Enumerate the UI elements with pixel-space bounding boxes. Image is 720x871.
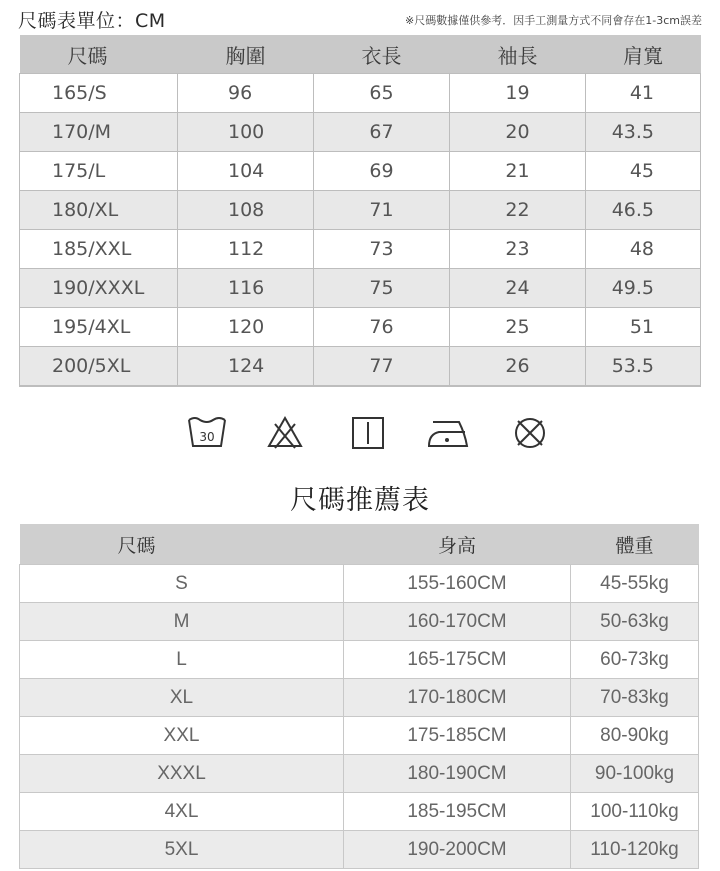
recommendation-title: 尺碼推薦表 xyxy=(290,485,430,516)
cell-shoulder: 53.5 xyxy=(586,347,701,387)
rec-cell-size: XXXL xyxy=(20,755,344,793)
rec-cell-height: 185-195CM xyxy=(344,793,571,831)
cell-length: 75 xyxy=(314,269,450,308)
rec-cell-height: 160-170CM xyxy=(344,603,571,641)
cell-length: 67 xyxy=(314,113,450,152)
cell-length: 76 xyxy=(314,308,450,347)
cell-chest: 124 xyxy=(178,347,314,387)
recommendation-row xyxy=(20,793,699,831)
size-chart-row xyxy=(20,152,701,191)
care-icons-row xyxy=(185,412,555,454)
cell-shoulder: 49.5 xyxy=(586,269,701,308)
cell-chest: 112 xyxy=(178,230,314,269)
rec-cell-weight: 60-73kg xyxy=(571,641,699,679)
size-recommendation-table xyxy=(19,524,699,869)
col-header-length: 衣長 xyxy=(314,35,450,74)
col-header-chest: 胸圍 xyxy=(178,35,314,74)
wash-30-icon xyxy=(185,412,229,452)
cell-shoulder: 46.5 xyxy=(586,191,701,230)
rec-cell-height: 180-190CM xyxy=(344,755,571,793)
recommendation-row xyxy=(20,603,699,641)
drip-dry-icon xyxy=(348,412,388,452)
cell-size: 165/S xyxy=(20,74,178,113)
rec-cell-weight: 70-83kg xyxy=(571,679,699,717)
rec-cell-weight: 90-100kg xyxy=(571,755,699,793)
cell-sleeve: 24 xyxy=(450,269,586,308)
cell-sleeve: 26 xyxy=(450,347,586,387)
cell-sleeve: 19 xyxy=(450,74,586,113)
col-header-sleeve: 袖長 xyxy=(450,35,586,74)
rec-cell-height: 165-175CM xyxy=(344,641,571,679)
cell-size: 200/5XL xyxy=(20,347,178,387)
cell-size: 195/4XL xyxy=(20,308,178,347)
no-bleach-icon xyxy=(265,412,305,452)
cell-shoulder: 48 xyxy=(586,230,701,269)
size-chart-header-row xyxy=(20,35,701,74)
rec-cell-size: 5XL xyxy=(20,831,344,869)
cell-shoulder: 41 xyxy=(586,74,701,113)
rec-col-header-weight: 體重 xyxy=(571,524,699,565)
rec-cell-size: S xyxy=(20,565,344,603)
cell-size: 170/M xyxy=(20,113,178,152)
col-header-size: 尺碼 xyxy=(20,35,178,74)
rec-cell-weight: 45-55kg xyxy=(571,565,699,603)
cell-length: 73 xyxy=(314,230,450,269)
cell-length: 77 xyxy=(314,347,450,387)
rec-cell-weight: 80-90kg xyxy=(571,717,699,755)
recommendation-row xyxy=(20,641,699,679)
col-header-shoulder: 肩寬 xyxy=(586,35,701,74)
cell-sleeve: 20 xyxy=(450,113,586,152)
recommendation-row xyxy=(20,679,699,717)
cell-length: 69 xyxy=(314,152,450,191)
cell-shoulder: 43.5 xyxy=(586,113,701,152)
cell-shoulder: 45 xyxy=(586,152,701,191)
recommendation-row xyxy=(20,717,699,755)
rec-cell-height: 190-200CM xyxy=(344,831,571,869)
recommendation-row xyxy=(20,755,699,793)
rec-cell-height: 175-185CM xyxy=(344,717,571,755)
cell-chest: 108 xyxy=(178,191,314,230)
size-chart-row xyxy=(20,269,701,308)
rec-cell-weight: 50-63kg xyxy=(571,603,699,641)
cell-sleeve: 22 xyxy=(450,191,586,230)
rec-cell-size: M xyxy=(20,603,344,641)
cell-size: 190/XXXL xyxy=(20,269,178,308)
size-chart-unit-title: 尺碼表單位：CM xyxy=(18,10,166,32)
rec-cell-size: L xyxy=(20,641,344,679)
wash-temp-label: 30 xyxy=(199,430,215,444)
cell-length: 71 xyxy=(314,191,450,230)
cell-size: 180/XL xyxy=(20,191,178,230)
cell-sleeve: 25 xyxy=(450,308,586,347)
size-chart-row xyxy=(20,74,701,113)
cell-size: 175/L xyxy=(20,152,178,191)
no-dry-clean-icon xyxy=(510,412,550,452)
size-chart-table xyxy=(19,35,701,387)
rec-cell-weight: 100-110kg xyxy=(571,793,699,831)
measurement-note: ※尺碼數據僅供參考．因手工測量方式不同會存在1-3cm誤差 xyxy=(405,14,702,27)
rec-cell-height: 170-180CM xyxy=(344,679,571,717)
recommendation-header-row xyxy=(20,524,699,565)
cell-chest: 116 xyxy=(178,269,314,308)
size-chart-row xyxy=(20,191,701,230)
cell-sleeve: 23 xyxy=(450,230,586,269)
cell-length: 65 xyxy=(314,74,450,113)
cell-chest: 100 xyxy=(178,113,314,152)
size-chart-row xyxy=(20,308,701,347)
rec-cell-height: 155-160CM xyxy=(344,565,571,603)
cell-size: 185/XXL xyxy=(20,230,178,269)
rec-col-header-height: 身高 xyxy=(344,524,571,565)
rec-cell-weight: 110-120kg xyxy=(571,831,699,869)
cell-chest: 104 xyxy=(178,152,314,191)
size-chart-row xyxy=(20,230,701,269)
rec-col-header-size: 尺碼 xyxy=(20,524,344,565)
recommendation-row xyxy=(20,831,699,869)
rec-cell-size: 4XL xyxy=(20,793,344,831)
recommendation-row xyxy=(20,565,699,603)
cell-chest: 96 xyxy=(178,74,314,113)
cell-shoulder: 51 xyxy=(586,308,701,347)
rec-cell-size: XXL xyxy=(20,717,344,755)
size-chart-row xyxy=(20,347,701,387)
low-iron-icon xyxy=(425,412,471,452)
size-chart-row xyxy=(20,113,701,152)
rec-cell-size: XL xyxy=(20,679,344,717)
cell-sleeve: 21 xyxy=(450,152,586,191)
cell-chest: 120 xyxy=(178,308,314,347)
